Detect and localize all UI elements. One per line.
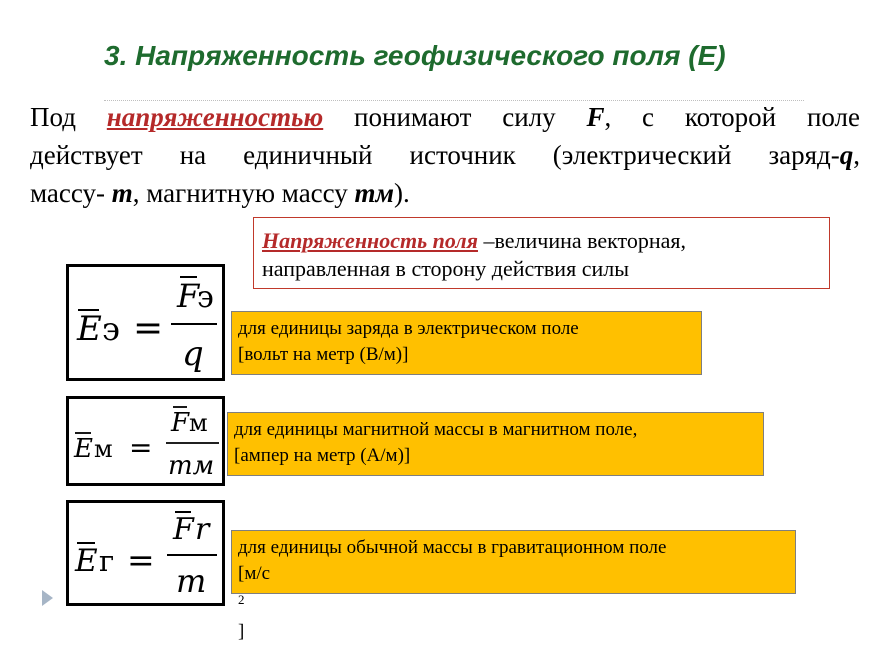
note-line-1: для единицы магнитной массы в магнитном поле, — [234, 419, 638, 440]
num-subscript: м — [189, 409, 208, 437]
lhs-symbol: E — [75, 543, 98, 579]
lhs-subscript: э — [102, 310, 120, 348]
next-slide-arrow-icon[interactable] — [42, 590, 53, 606]
intro-text: массу- — [30, 178, 105, 208]
intro-text: , с которой поле — [604, 102, 861, 132]
denominator: m — [176, 562, 207, 600]
unit-close: ] — [238, 621, 245, 643]
denominator: q — [182, 334, 204, 374]
denominator: mм — [168, 451, 215, 481]
gravity-field-note — [231, 530, 796, 643]
intro-line-1 — [30, 98, 860, 136]
magnetic-mass-symbol: mм — [354, 178, 395, 208]
intro-line-3 — [30, 174, 860, 212]
note-line-2: [ампер на метр (А/м)] — [234, 445, 411, 466]
lhs-subscript: г — [99, 544, 115, 578]
lhs-symbol: E — [77, 309, 102, 349]
note-line-1: для единицы обычной массы в гравитационном поле — [238, 537, 667, 558]
num-symbol: F — [173, 512, 194, 547]
note-line-2 — [238, 561, 789, 645]
slide-title: 3. Напряженность геофизического поля (Е) — [104, 40, 726, 71]
definition-term: Напряженность поля — [262, 228, 478, 253]
magnetic-field-note — [227, 412, 764, 476]
equals-sign: = — [133, 308, 164, 349]
force-symbol: F — [586, 102, 605, 132]
intro-text: действует на единичный источник (электрический заряд- — [30, 140, 840, 170]
intro-line-2 — [30, 136, 860, 174]
charge-symbol: q — [839, 140, 854, 170]
intro-text: , магнитную массу — [132, 178, 348, 208]
note-line-2: [вольт на метр (В/м)] — [238, 344, 409, 365]
mass-symbol: m — [111, 178, 133, 208]
electric-field-formula — [66, 264, 225, 381]
equals-sign: = — [127, 540, 155, 579]
intro-text: , — [853, 140, 860, 170]
num-subscript: r — [195, 512, 210, 547]
gravity-field-formula — [66, 500, 225, 606]
electric-field-note — [231, 311, 702, 375]
equals-sign: = — [129, 431, 153, 464]
definition-text-1: –величина векторная, — [483, 228, 687, 253]
magnetic-field-formula — [66, 396, 225, 486]
lhs-symbol: E — [74, 434, 93, 464]
unit-text: [м/с — [238, 563, 271, 584]
intro-paragraph — [30, 98, 860, 212]
num-symbol: F — [177, 277, 200, 315]
lhs-subscript: м — [94, 435, 113, 463]
unit-exponent: 2 — [238, 592, 245, 607]
intro-term: напряженностью — [106, 102, 324, 132]
intro-text: ). — [394, 178, 410, 208]
intro-text: Под — [30, 102, 76, 132]
note-line-1: для единицы заряда в электрическом поле — [238, 318, 579, 339]
num-subscript: э — [197, 280, 214, 315]
num-symbol: F — [171, 408, 190, 438]
definition-text-2: направленная в сторону действия силы — [262, 256, 629, 281]
intro-text: понимают силу — [354, 102, 556, 132]
definition-box — [253, 217, 830, 289]
